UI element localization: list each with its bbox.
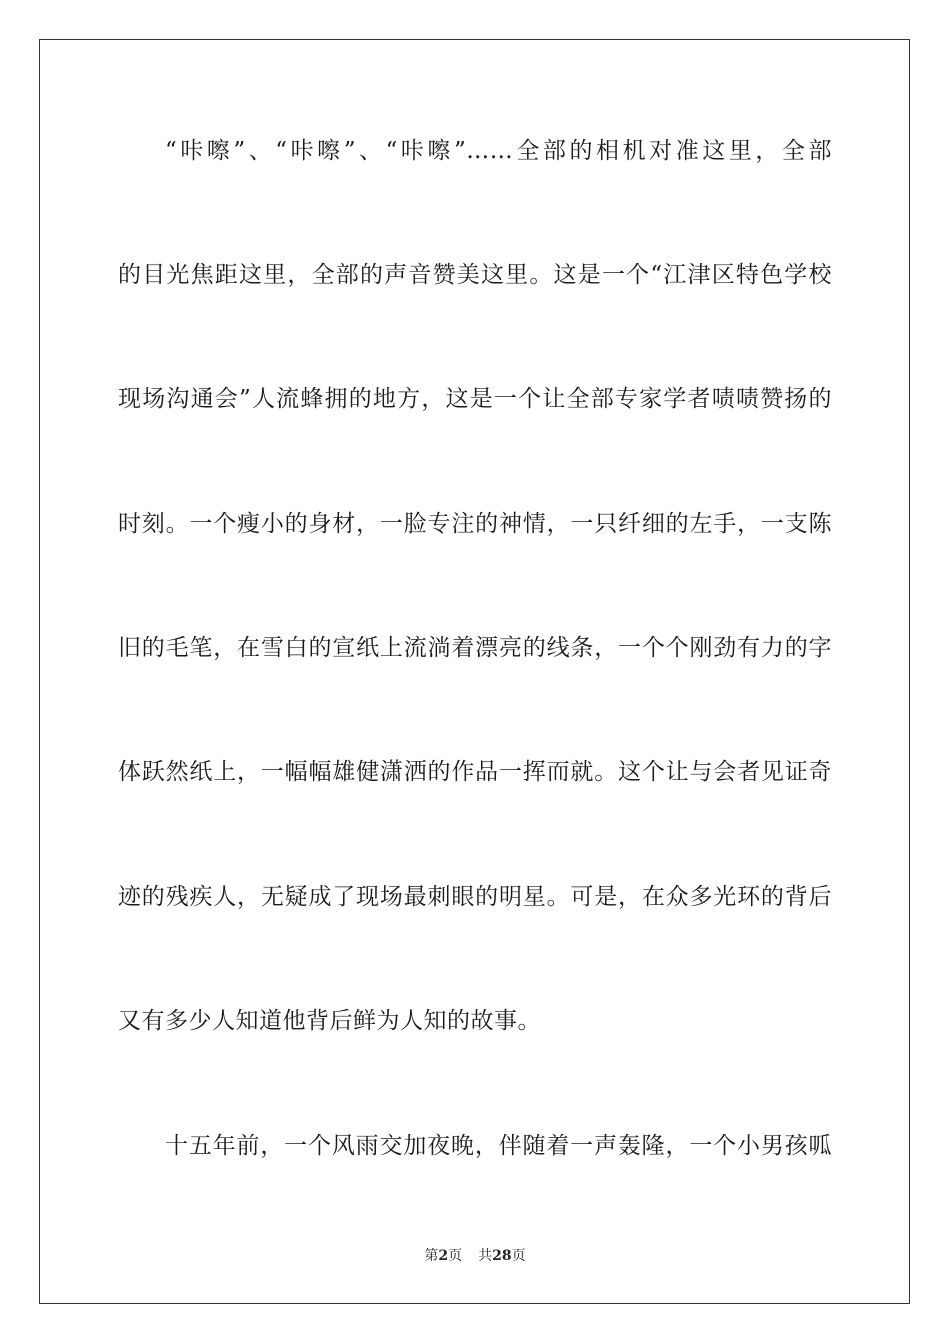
paragraph-1-line-3: 现场沟通会”人流蜂拥的地方，这是一个让全部专家学者啧啧赞扬的 — [118, 386, 832, 412]
paragraph-1-line-5: 旧的毛笔，在雪白的宣纸上流淌着漂亮的线条，一个个刚劲有力的字 — [118, 635, 832, 661]
paragraph-1-line-2: 的目光焦距这里，全部的声音赞美这里。这是一个“江津区特色学校 — [118, 262, 832, 288]
page-suffix: 页 — [448, 1248, 463, 1264]
paragraph-1-line-4: 时刻。一个瘦小的身材，一脸专注的神情，一只纤细的左手，一支陈 — [118, 511, 832, 537]
page-prefix: 第 — [424, 1248, 439, 1264]
total-suffix: 页 — [511, 1248, 526, 1264]
paragraph-1-line-6: 体跃然纸上，一幅幅雄健潇洒的作品一挥而就。这个让与会者见证奇 — [118, 759, 832, 785]
page-number: 2 — [438, 1248, 449, 1264]
paragraph-1-line-1: “咔嚓”、“咔嚓”、“咔嚓”……全部的相机对准这里，全部 — [165, 138, 832, 164]
page-footer — [0, 1247, 950, 1265]
paragraph-1-line-7: 迹的残疾人，无疑成了现场最刺眼的明星。可是，在众多光环的背后 — [118, 884, 832, 910]
total-pages: 28 — [492, 1248, 512, 1264]
total-prefix: 共 — [478, 1248, 493, 1264]
paragraph-1-line-8: 又有多少人知道他背后鲜为人知的故事。 — [118, 1008, 541, 1034]
paragraph-2-line-1: 十五年前，一个风雨交加夜晚，伴随着一声轰隆，一个小男孩呱 — [165, 1133, 832, 1159]
page-border — [39, 39, 910, 1304]
